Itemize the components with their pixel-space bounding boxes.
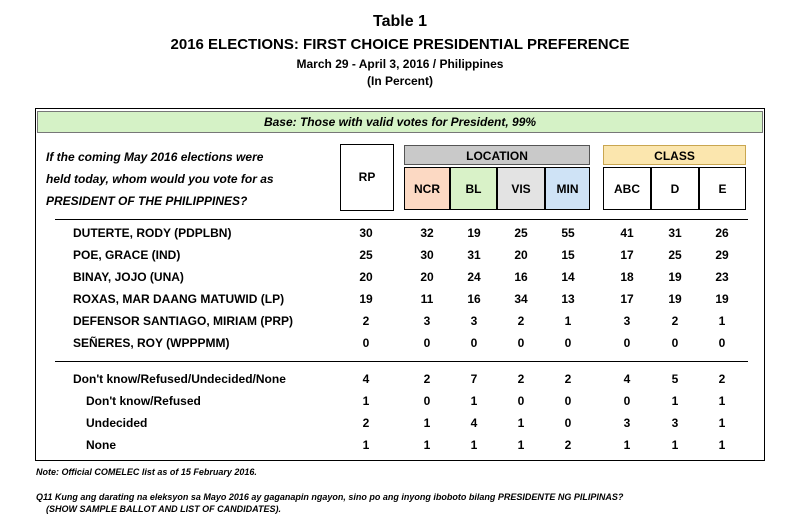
- row-value: 17: [620, 248, 634, 262]
- row-value: 7: [470, 372, 478, 386]
- row-label: Don't know/Refused/Undecided/None: [73, 372, 286, 386]
- row-value: 32: [420, 226, 434, 240]
- row-value: 15: [561, 248, 575, 262]
- header-d: D: [651, 167, 699, 210]
- row-value: 0: [470, 336, 478, 350]
- row-value: 0: [564, 394, 572, 408]
- table-row: [0, 224, 800, 242]
- row-value: 13: [561, 292, 575, 306]
- row-value: 0: [423, 394, 431, 408]
- row-value: 3: [623, 314, 631, 328]
- row-value: 1: [718, 314, 726, 328]
- question-footnote-line-1: Q11 Kung ang darating na eleksyon sa Mayo 2016 ay gaganapin ngayon, sino po ang inyong iboboto bilang PRESIDENTE NG PILIPINAS?: [36, 492, 624, 502]
- row-label: POE, GRACE (IND): [73, 248, 181, 262]
- row-value: 14: [561, 270, 575, 284]
- header-divider: [55, 219, 748, 220]
- row-value: 30: [359, 226, 373, 240]
- row-value: 20: [514, 248, 528, 262]
- row-value: 19: [668, 270, 682, 284]
- row-value: 24: [467, 270, 481, 284]
- question-line-3: PRESIDENT OF THE PHILIPPINES?: [46, 194, 248, 208]
- row-value: 25: [514, 226, 528, 240]
- row-value: 18: [620, 270, 634, 284]
- row-value: 17: [620, 292, 634, 306]
- row-value: 2: [362, 314, 370, 328]
- header-abc: ABC: [603, 167, 651, 210]
- row-value: 1: [517, 416, 525, 430]
- row-label: Undecided: [86, 416, 148, 430]
- row-value: 3: [671, 416, 679, 430]
- row-label: None: [86, 438, 116, 452]
- table-row: [0, 436, 800, 454]
- row-value: 20: [359, 270, 373, 284]
- row-value: 25: [668, 248, 682, 262]
- table-row: [0, 246, 800, 264]
- row-value: 0: [517, 394, 525, 408]
- table-row: [0, 312, 800, 330]
- footnote: Note: Official COMELEC list as of 15 February 2016.: [36, 467, 257, 477]
- row-value: 1: [362, 394, 370, 408]
- row-value: 1: [564, 314, 572, 328]
- row-label: BINAY, JOJO (UNA): [73, 270, 184, 284]
- row-value: 29: [715, 248, 729, 262]
- row-value: 19: [359, 292, 373, 306]
- row-value: 4: [362, 372, 370, 386]
- row-value: 19: [715, 292, 729, 306]
- row-value: 19: [467, 226, 481, 240]
- row-value: 1: [423, 438, 431, 452]
- row-value: 2: [564, 372, 572, 386]
- row-label: SEÑERES, ROY (WPPPMM): [73, 336, 230, 350]
- row-value: 2: [564, 438, 572, 452]
- row-value: 11: [420, 292, 434, 306]
- row-value: 23: [715, 270, 729, 284]
- row-value: 2: [423, 372, 431, 386]
- row-value: 0: [517, 336, 525, 350]
- row-value: 55: [561, 226, 575, 240]
- row-value: 0: [423, 336, 431, 350]
- row-value: 2: [517, 314, 525, 328]
- question-line-1: If the coming May 2016 elections were: [46, 150, 264, 164]
- row-value: 1: [517, 438, 525, 452]
- row-value: 3: [623, 416, 631, 430]
- row-value: 4: [623, 372, 631, 386]
- header-rp: RP: [340, 144, 394, 211]
- row-value: 0: [623, 394, 631, 408]
- row-value: 0: [564, 416, 572, 430]
- row-value: 2: [718, 372, 726, 386]
- row-value: 1: [718, 394, 726, 408]
- row-value: 1: [623, 438, 631, 452]
- row-label: DUTERTE, RODY (PDPLBN): [73, 226, 232, 240]
- row-value: 1: [362, 438, 370, 452]
- header-ncr: NCR: [404, 167, 450, 210]
- row-value: 16: [467, 292, 481, 306]
- row-value: 0: [718, 336, 726, 350]
- question-text: [46, 146, 326, 212]
- table-heading: 2016 ELECTIONS: FIRST CHOICE PRESIDENTIAL PREFERENCE: [170, 36, 630, 53]
- table-row: [0, 414, 800, 432]
- row-value: 0: [671, 336, 679, 350]
- header-vis: VIS: [497, 167, 545, 210]
- base-banner: Base: Those with valid votes for President, 99%: [37, 111, 763, 133]
- table-row: [0, 290, 800, 308]
- row-label: DEFENSOR SANTIAGO, MIRIAM (PRP): [73, 314, 294, 328]
- row-value: 41: [620, 226, 634, 240]
- row-value: 1: [671, 438, 679, 452]
- row-value: 1: [718, 416, 726, 430]
- row-value: 34: [514, 292, 528, 306]
- row-value: 1: [470, 438, 478, 452]
- header-bl: BL: [450, 167, 497, 210]
- table-row: [0, 334, 800, 352]
- header-min: MIN: [545, 167, 590, 210]
- header-location: LOCATION: [404, 145, 590, 165]
- row-value: 20: [420, 270, 434, 284]
- row-value: 0: [623, 336, 631, 350]
- row-value: 5: [671, 372, 679, 386]
- row-value: 0: [362, 336, 370, 350]
- table-row: [0, 392, 800, 410]
- table-row: [0, 268, 800, 286]
- row-value: 4: [470, 416, 478, 430]
- row-value: 1: [470, 394, 478, 408]
- row-value: 30: [420, 248, 434, 262]
- row-value: 16: [514, 270, 528, 284]
- question-footnote: [36, 491, 623, 515]
- row-value: 3: [470, 314, 478, 328]
- row-value: 25: [359, 248, 373, 262]
- row-value: 1: [718, 438, 726, 452]
- survey-dates: March 29 - April 3, 2016 / Philippines: [296, 57, 504, 71]
- row-value: 1: [671, 394, 679, 408]
- unit-label: (In Percent): [366, 74, 433, 88]
- header-class: CLASS: [603, 145, 746, 165]
- row-value: 3: [423, 314, 431, 328]
- row-value: 2: [517, 372, 525, 386]
- row-label: ROXAS, MAR DAANG MATUWID (LP): [73, 292, 285, 306]
- row-value: 2: [671, 314, 679, 328]
- question-line-2: held today, whom would you vote for as: [46, 172, 274, 186]
- section-divider: [55, 361, 748, 362]
- row-value: 31: [668, 226, 682, 240]
- table-number: Table 1: [373, 13, 427, 30]
- row-value: 31: [467, 248, 481, 262]
- question-footnote-line-2: (SHOW SAMPLE BALLOT AND LIST OF CANDIDATES).: [46, 504, 281, 514]
- row-value: 2: [362, 416, 370, 430]
- header-e: E: [699, 167, 746, 210]
- row-value: 26: [715, 226, 729, 240]
- row-value: 0: [564, 336, 572, 350]
- table-row: [0, 370, 800, 388]
- row-value: 1: [423, 416, 431, 430]
- row-label: Don't know/Refused: [86, 394, 201, 408]
- row-value: 19: [668, 292, 682, 306]
